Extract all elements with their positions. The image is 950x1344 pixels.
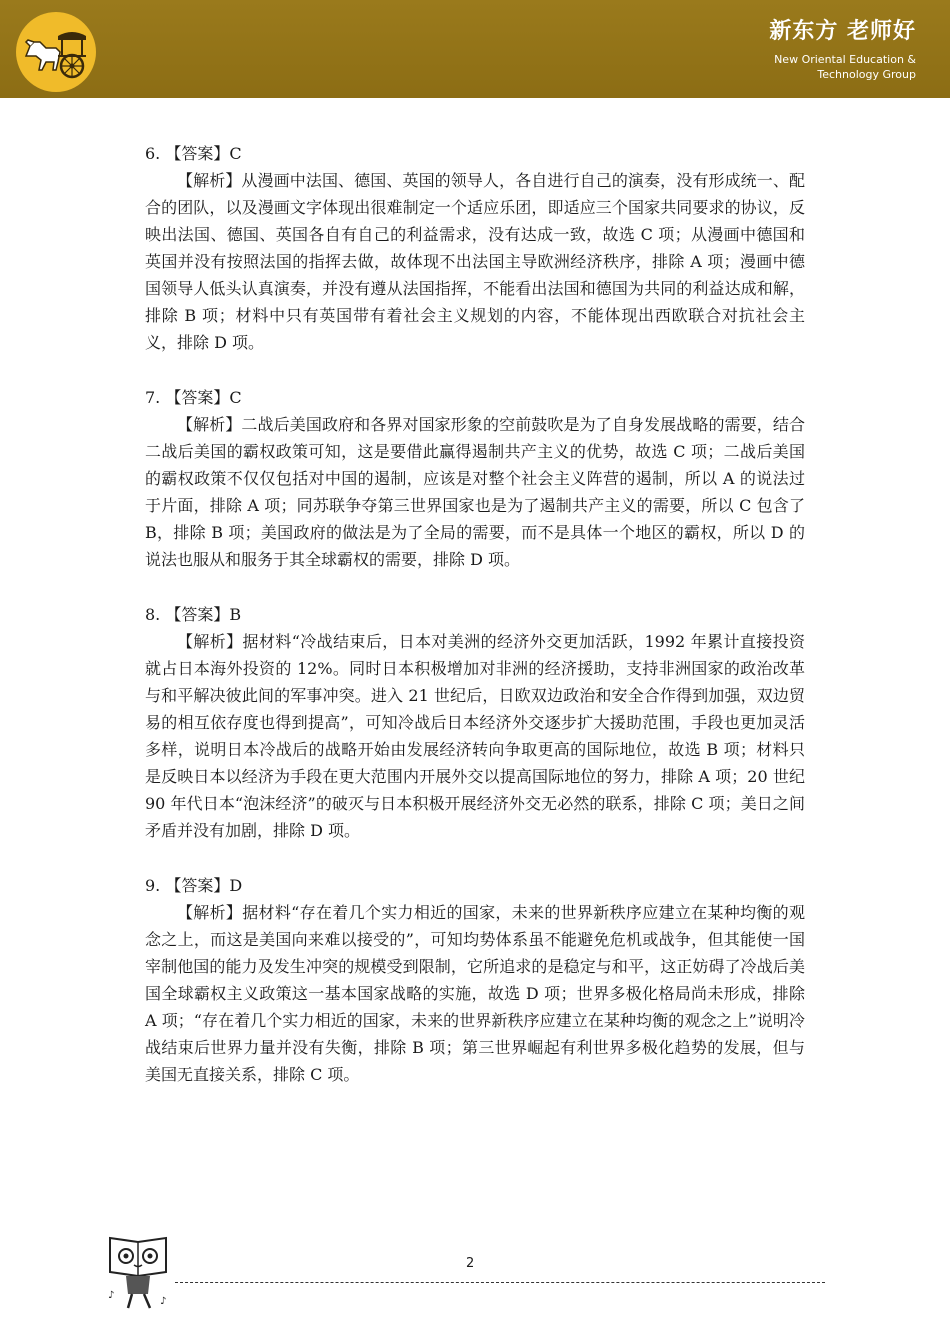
explanation-text: 【解析】据材料“存在着几个实力相近的国家，未来的世界新秩序应建立在某种均衡的观念之上，而这是美国向来难以接受的”，可知均势体系虽不能避免危机或战争，但其能使一国宰制他国的能力及发生冲突的规模受到限制，它所追求的是稳定与和平，这正妨碍了冷战后美国全球霸权主义政策这一基本国家战略的实施，故选 D 项；世界多极化格局尚未形成，排除 A 项；“存在着几个实力相近的国家，未来的世界新秩序应建立在某种均衡的观念之上”说明冷战结束后世界力量并没有失衡，排除 B 项；第三世界崛起有利世界多极化趋势的发展，但与美国无直接关系，排除 C 项。	[145, 903, 805, 1084]
page-header	[0, 0, 950, 98]
new-oriental-logo	[16, 12, 96, 92]
question-item	[145, 384, 805, 573]
brand-name-cn: 新东方 老师好	[769, 19, 916, 44]
answer-line: 8. 【答案】B	[145, 605, 242, 624]
svg-text:♪: ♪	[108, 1290, 115, 1301]
answer-content	[145, 140, 805, 1116]
horse-carriage-icon	[16, 12, 96, 92]
explanation-text: 【解析】据材料“冷战结束后，日本对美洲的经济外交更加活跃，1992 年累计直接投资就占日本海外投资的 12%。同时日本积极增加对非洲的经济援助，支持非洲国家的政治改革与和平解决彼此间的军事冲突。进入 21 世纪后，日欧双边政治和安全合作得到加强，双边贸易的相互依存度也得到提高”，可知冷战后日本经济外交逐步扩大援助范围，手段也更加灵活多样，说明日本冷战后的战略开始由发展经济转向争取更高的国际地位，故选 B 项；材料只是反映日本以经济为手段在更大范围内开展外交以提高国际地位的努力，排除 A 项；20 世纪 90 年代日本“泡沫经济”的破灭与日本积极开展经济外交无必然的联系，排除 C 项；美日之间矛盾并没有加剧，排除 D 项。	[145, 632, 805, 840]
answer-line: 6. 【答案】C	[145, 144, 242, 163]
brand-name-en	[716, 52, 916, 82]
brand-en-line1: New Oriental Education &	[774, 53, 916, 66]
svg-text:♪: ♪	[160, 1296, 167, 1307]
answer-line: 7. 【答案】C	[145, 388, 242, 407]
explanation-text: 【解析】从漫画中法国、德国、英国的领导人，各自进行自己的演奏，没有形成统一、配合的团队，以及漫画文字体现出很难制定一个适应乐团，即适应三个国家共同要求的协议，反映出法国、德国、英国各自有自己的利益需求，没有达成一致，故选 C 项；从漫画中德国和英国并没有按照法国的指挥去做，故体现不出法国主导欧洲经济秩序，排除 A 项；漫画中德国领导人低头认真演奏，并没有遵从法国指挥，不能看出法国和德国为共同的利益达成和解，排除 B 项；材料中只有英国带有着社会主义规划的内容，不能体现出西欧联合对抗社会主义，排除 D 项。	[145, 171, 805, 352]
footer-divider	[175, 1282, 825, 1283]
answer-line: 9. 【答案】D	[145, 876, 243, 895]
book-mascot-icon	[104, 1232, 174, 1320]
question-item	[145, 140, 805, 356]
explanation-text: 【解析】二战后美国政府和各界对国家形象的空前鼓吹是为了自身发展战略的需要，结合二战后美国的霸权政策可知，这是要借此赢得遏制共产主义的优势，故选 C 项；二战后美国的霸权政策不仅仅包括对中国的遏制，应该是对整个社会主义阵营的遏制，所以 A 的说法过于片面，排除 A 项；同苏联争夺第三世界国家也是为了遏制共产主义的需要，所以 C 包含了 B，排除 B 项；美国政府的做法是为了全局的需要，而不是具体一个地区的霸权，所以 D 的说法也服从和服务于其全球霸权的需要，排除 D 项。	[145, 415, 805, 569]
page-number: 2	[466, 1256, 475, 1271]
brand-en-line2: Technology Group	[817, 68, 916, 81]
question-item	[145, 601, 805, 844]
question-item	[145, 872, 805, 1088]
